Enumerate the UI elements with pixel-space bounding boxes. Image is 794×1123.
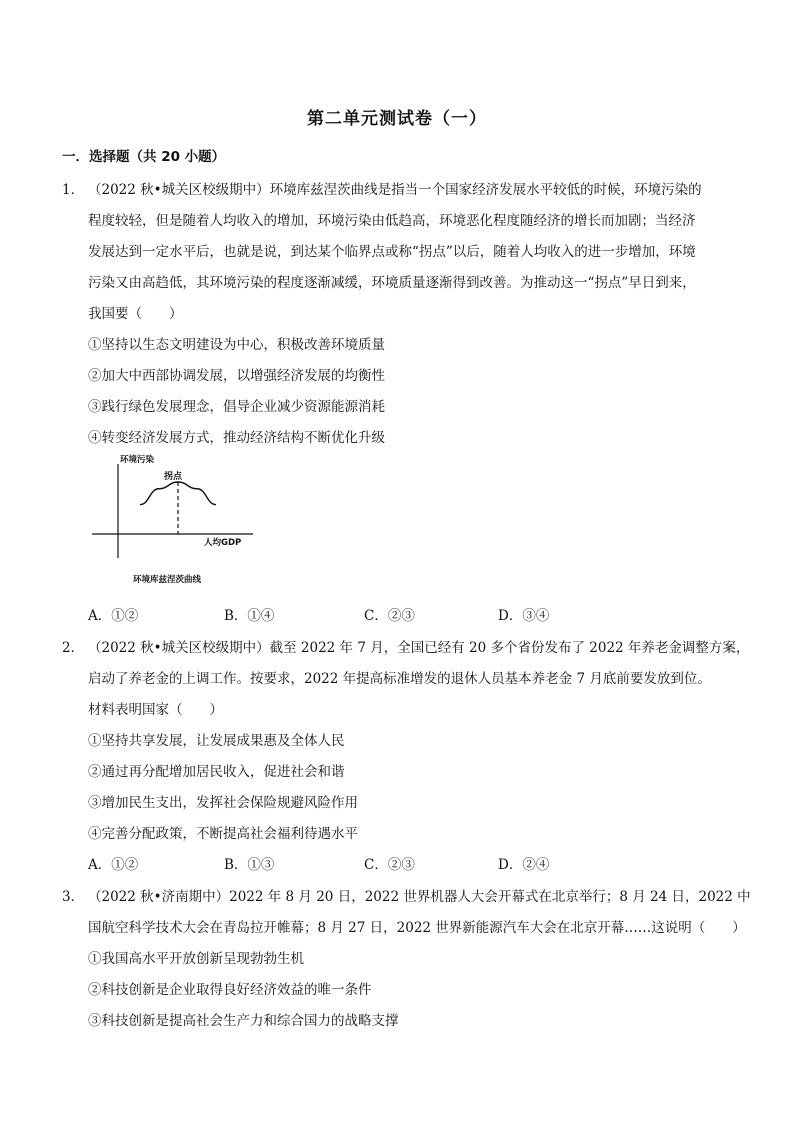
option-a: A．①②: [88, 608, 139, 624]
statement-item: ②加大中西部协调发展，以增强经济发展的均衡性: [88, 368, 385, 384]
question-number: 2．: [62, 640, 85, 656]
page-title: 第二单元测试卷（一）: [307, 109, 487, 129]
chart-caption: 环境库兹涅茨曲线: [133, 575, 202, 585]
question-text-line: 发展达到一定水平后，也就是说，到达某个临界点或称“拐点”以后，随着人均收入的进一步增加，环境: [88, 244, 696, 260]
statement-item: ④转变经济发展方式，推动经济结构不断优化升级: [88, 430, 385, 446]
option-c: C．②③: [364, 857, 415, 873]
question-text-line: （2022 秋•城关区校级期中）截至 2022 年 7 月，全国已经有 20 多个省份发布了 2022 年养老金调整方案，: [88, 640, 750, 656]
statement-item: ②科技创新是企业取得良好经济效益的唯一条件: [88, 982, 372, 998]
question-text-line: 国航空科学技术大会在青岛拉开帷幕；8 月 27 日，2022 世界新能源汽车大会在北京开幕……这说明（ ）: [88, 920, 746, 936]
question-text-line: 启动了养老金的上调工作。按要求，2022 年提高标准增发的退休人员基本养老金 7 月底前要发放到位。: [88, 671, 711, 687]
statement-item: ④完善分配政策，不断提高社会福利待遇水平: [88, 826, 358, 842]
statement-item: ③增加民生支出，发挥社会保险规避风险作用: [88, 795, 358, 811]
y-axis-label: 环境污染: [120, 455, 155, 465]
question-text-line: （2022 秋•济南期中）2022 年 8 月 20 日，2022 世界机器人大会开幕式在北京举行；8 月 24 日，2022 中: [88, 889, 751, 905]
question-text-line: 污染又由高趋低，其环境污染的程度逐渐减缓，环境质量逐渐得到改善。为推动这一“拐点”早日到来，: [88, 275, 696, 291]
option-d: D．③④: [498, 608, 550, 624]
question-text-line: 程度较轻，但是随着人均收入的增加，环境污染由低趋高，环境恶化程度随经济的增长而加剧；当经济: [88, 213, 696, 229]
statement-item: ②通过再分配增加居民收入，促进社会和谐: [88, 764, 345, 780]
option-c: C．②③: [364, 608, 415, 624]
question-number: 1．: [62, 182, 85, 198]
statement-item: ①坚持共享发展，让发展成果惠及全体人民: [88, 733, 345, 749]
section-heading: 一．选择题（共 20 小题）: [62, 149, 226, 165]
option-d: D．②④: [498, 857, 550, 873]
question-text-line: 材料表明国家（ ）: [88, 702, 223, 718]
option-a: A．①②: [88, 857, 139, 873]
statement-item: ③践行绿色发展理念，倡导企业减少资源能源消耗: [88, 399, 385, 415]
question-number: 3．: [62, 889, 85, 905]
x-axis-label: 人均GDP: [204, 538, 242, 548]
question-text-line: 我国要（ ）: [88, 306, 183, 322]
statement-item: ①坚持以生态文明建设为中心，积极改善环境质量: [88, 337, 385, 353]
kuznets-curve-chart: [88, 452, 258, 587]
question-text-line: （2022 秋•城关区校级期中）环境库兹涅茨曲线是指当一个国家经济发展水平较低的时候，环境污染的: [88, 182, 702, 198]
statement-item: ①我国高水平开放创新呈现勃勃生机: [88, 951, 304, 967]
peak-label: 拐点: [164, 472, 183, 482]
statement-item: ③科技创新是提高社会生产力和综合国力的战略支撑: [88, 1013, 399, 1029]
option-b: B．①③: [224, 857, 275, 873]
option-b: B．①④: [224, 608, 275, 624]
